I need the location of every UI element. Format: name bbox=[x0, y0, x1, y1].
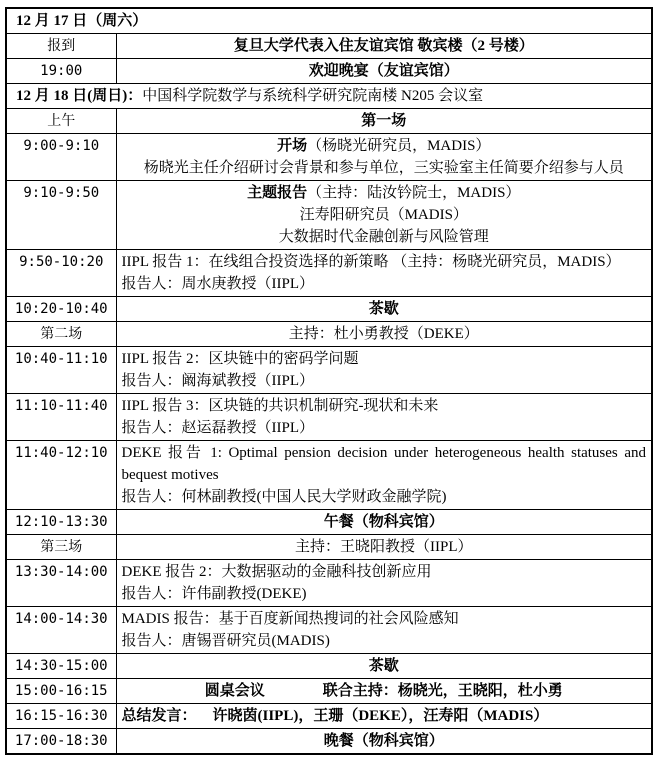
row-morning-session1 bbox=[6, 109, 652, 134]
time-cell: 11:40-12:10 bbox=[6, 441, 116, 510]
day2-date: 12 月 18 日(周日)： bbox=[16, 88, 143, 104]
event-title-suffix: （主持：陆汝钤院士，MADIS） bbox=[307, 185, 521, 201]
event-cell bbox=[116, 679, 652, 704]
row-roundtable bbox=[6, 679, 652, 704]
day1-header: 12 月 17 日（周六） bbox=[6, 8, 652, 34]
row-deke-talk1 bbox=[6, 441, 652, 510]
row-closing-remarks bbox=[6, 704, 652, 729]
chair-line: 主持：杜小勇教授（DEKE） bbox=[116, 322, 652, 347]
talk-title: IIPL 报告 1：在线组合投资选择的新策略 （主持：杨晓光研究员，MADIS） bbox=[121, 254, 621, 270]
speaker-line: 汪寿阳研究员（MADIS） bbox=[299, 207, 468, 223]
time-cell: 16:15-16:30 bbox=[6, 704, 116, 729]
event-cell bbox=[116, 347, 652, 394]
time-cell: 9:10-9:50 bbox=[6, 181, 116, 250]
talk-title: 大数据时代金融创新与风险管理 bbox=[278, 229, 489, 245]
roundtable-label: 圆桌会议 bbox=[204, 683, 265, 699]
speaker-line: 报告人：许伟副教授(DEKE) bbox=[121, 586, 307, 602]
talk-title: MADIS 报告：基于百度新闻热搜词的社会风险感知 bbox=[121, 611, 459, 627]
time-cell: 报到 bbox=[6, 34, 116, 59]
event-cell: 欢迎晚宴（友谊宾馆） bbox=[116, 59, 652, 84]
row-checkin bbox=[6, 34, 652, 59]
time-cell: 14:00-14:30 bbox=[6, 607, 116, 654]
speaker-line: 报告人：周水庚教授（IIPL） bbox=[121, 276, 314, 292]
row-iipl-talk1 bbox=[6, 250, 652, 297]
event-cell bbox=[116, 394, 652, 441]
session-cell: 第三场 bbox=[6, 535, 116, 560]
roundtable-hosts: 联合主持：杨晓光，王晓阳，杜小勇 bbox=[322, 683, 563, 699]
time-cell: 10:40-11:10 bbox=[6, 347, 116, 394]
time-cell: 17:00-18:30 bbox=[6, 729, 116, 755]
speaker-line: 报告人：赵运磊教授（IIPL） bbox=[121, 420, 314, 436]
talk-title: DEKE 报告 2：大数据驱动的金融科技创新应用 bbox=[121, 564, 432, 580]
event-cell bbox=[116, 607, 652, 654]
speaker-line: 报告人：阚海斌教授（IIPL） bbox=[121, 373, 314, 389]
event-cell bbox=[116, 441, 652, 510]
time-cell: 上午 bbox=[6, 109, 116, 134]
closing-label: 总结发言： bbox=[121, 708, 197, 724]
time-cell: 12:10-13:30 bbox=[6, 510, 116, 535]
row-iipl-talk3 bbox=[6, 394, 652, 441]
event-cell bbox=[116, 181, 652, 250]
talk-title: DEKE 报告 1: Optimal pension decision under heterogeneous health statuses and bequest motives bbox=[121, 445, 646, 483]
row-keynote bbox=[6, 181, 652, 250]
row-tea-break-1 bbox=[6, 297, 652, 322]
talk-title: IIPL 报告 2：区块链中的密码学问题 bbox=[121, 351, 359, 367]
day2-venue: 中国科学院数学与系统科学研究院南楼 N205 会议室 bbox=[142, 88, 484, 104]
schedule-table bbox=[5, 7, 653, 755]
speaker-line: 报告人：唐锡晋研究员(MADIS) bbox=[121, 633, 330, 649]
event-cell bbox=[116, 704, 652, 729]
event-cell bbox=[116, 134, 652, 181]
row-opening bbox=[6, 134, 652, 181]
event-title-suffix: （杨晓光研究员，MADIS） bbox=[307, 138, 491, 154]
session-cell: 第二场 bbox=[6, 322, 116, 347]
time-cell: 19:00 bbox=[6, 59, 116, 84]
row-madis-talk bbox=[6, 607, 652, 654]
row-session3 bbox=[6, 535, 652, 560]
row-welcome-dinner bbox=[6, 59, 652, 84]
event-title: 开场 bbox=[277, 138, 308, 154]
row-day2-header bbox=[6, 84, 652, 109]
event-cell bbox=[116, 250, 652, 297]
day2-header bbox=[6, 84, 652, 109]
row-tea-break-2 bbox=[6, 654, 652, 679]
break-label: 茶歇 bbox=[116, 297, 652, 322]
row-lunch bbox=[6, 510, 652, 535]
time-cell: 15:00-16:15 bbox=[6, 679, 116, 704]
meal-label: 晚餐（物科宾馆） bbox=[116, 729, 652, 755]
event-detail: 杨晓光主任介绍研讨会背景和参与单位，三实验室主任简要介绍参与人员 bbox=[143, 160, 624, 176]
time-cell: 11:10-11:40 bbox=[6, 394, 116, 441]
row-iipl-talk2 bbox=[6, 347, 652, 394]
meal-label: 午餐（物科宾馆） bbox=[116, 510, 652, 535]
row-deke-talk2 bbox=[6, 560, 652, 607]
row-dinner bbox=[6, 729, 652, 755]
time-cell: 14:30-15:00 bbox=[6, 654, 116, 679]
talk-title: IIPL 报告 3：区块链的共识机制研究-现状和未来 bbox=[121, 398, 439, 414]
break-label: 茶歇 bbox=[116, 654, 652, 679]
time-cell: 9:00-9:10 bbox=[6, 134, 116, 181]
chair-line: 主持：王晓阳教授（IIPL） bbox=[116, 535, 652, 560]
speaker-line: 报告人：何林副教授(中国人民大学财政金融学院) bbox=[121, 489, 447, 505]
time-cell: 10:20-10:40 bbox=[6, 297, 116, 322]
event-cell bbox=[116, 560, 652, 607]
time-cell: 9:50-10:20 bbox=[6, 250, 116, 297]
event-title: 主题报告 bbox=[247, 185, 308, 201]
row-session2 bbox=[6, 322, 652, 347]
row-day1-header bbox=[6, 8, 652, 34]
session-title: 第一场 bbox=[116, 109, 652, 134]
event-cell: 复旦大学代表入住友谊宾馆 敬宾楼（2 号楼） bbox=[116, 34, 652, 59]
closing-speakers: 许晓茵(IIPL)，王珊（DEKE），汪寿阳（MADIS） bbox=[212, 708, 549, 724]
time-cell: 13:30-14:00 bbox=[6, 560, 116, 607]
